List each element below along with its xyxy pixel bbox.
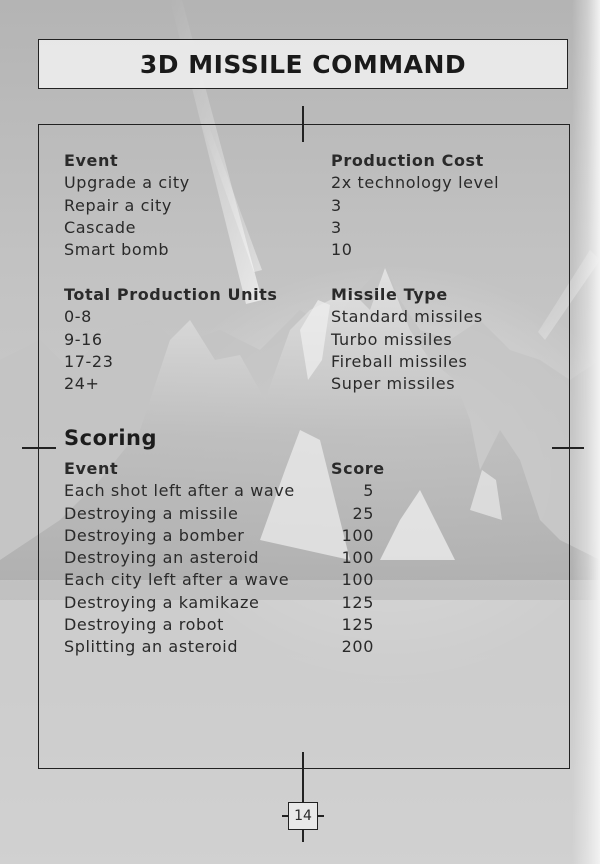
scoring-score-header: Score [331, 459, 385, 478]
scoring-table-col1 [64, 458, 295, 659]
scoring-event: Each city left after a wave [64, 570, 290, 590]
scoring-event-header: Event [64, 459, 119, 478]
scoring-event: Splitting an asteroid [64, 637, 239, 657]
scoring-table-col2 [340, 480, 374, 658]
pagenum-tick-bottom [302, 830, 304, 842]
production-table-col2 [331, 150, 499, 261]
scoring-score: 200 [341, 637, 374, 657]
page-title: 3D MISSILE COMMAND [139, 49, 467, 79]
scoring-score: 125 [341, 592, 374, 612]
scoring-score: 25 [352, 503, 374, 523]
page-number-box [288, 802, 318, 830]
scoring-score: 125 [341, 615, 374, 635]
missile-units-header: Total Production Units [64, 285, 278, 304]
missile-units: 24+ [64, 374, 100, 394]
production-cost: 10 [331, 240, 353, 260]
scoring-event: Destroying a robot [64, 615, 225, 635]
missile-type: Standard missiles [331, 307, 483, 327]
production-event: Cascade [64, 217, 137, 237]
missile-type: Super missiles [331, 374, 456, 394]
missile-units: 0-8 [64, 307, 92, 327]
page-edge-shadow [572, 0, 600, 864]
scoring-event: Destroying a missile [64, 503, 239, 523]
missile-units: 9-16 [64, 329, 103, 349]
scoring-score: 100 [341, 548, 374, 568]
production-cost-header: Production Cost [331, 151, 484, 170]
production-cost: 3 [331, 217, 342, 237]
frame-bottom-tick [302, 752, 304, 802]
scoring-score: 5 [363, 481, 374, 501]
scoring-score: 100 [341, 525, 374, 545]
scoring-event: Each shot left after a wave [64, 481, 295, 501]
missile-type: Fireball missiles [331, 351, 468, 371]
production-event-header: Event [64, 151, 119, 170]
production-cost: 2x technology level [331, 173, 500, 193]
page-number: 14 [294, 808, 312, 824]
scoring-score: 100 [341, 570, 374, 590]
missile-type-header: Missile Type [331, 285, 448, 304]
production-event: Upgrade a city [64, 173, 190, 193]
missile-type: Turbo missiles [331, 329, 453, 349]
missile-table-col2 [331, 284, 483, 395]
scoring-event: Destroying an asteroid [64, 548, 260, 568]
frame-right-tick [552, 447, 584, 449]
missile-units: 17-23 [64, 351, 114, 371]
scoring-score-header-col [331, 458, 385, 480]
missile-table-col1 [64, 284, 278, 395]
scoring-heading: Scoring [64, 426, 158, 450]
scoring-event: Destroying a kamikaze [64, 592, 260, 612]
frame-left-tick [22, 447, 56, 449]
production-event: Repair a city [64, 195, 172, 215]
title-box [38, 39, 568, 89]
production-event: Smart bomb [64, 240, 170, 260]
scoring-event: Destroying a bomber [64, 525, 245, 545]
production-table-col1 [64, 150, 190, 261]
production-cost: 3 [331, 195, 342, 215]
pagenum-tick-right [318, 815, 324, 817]
